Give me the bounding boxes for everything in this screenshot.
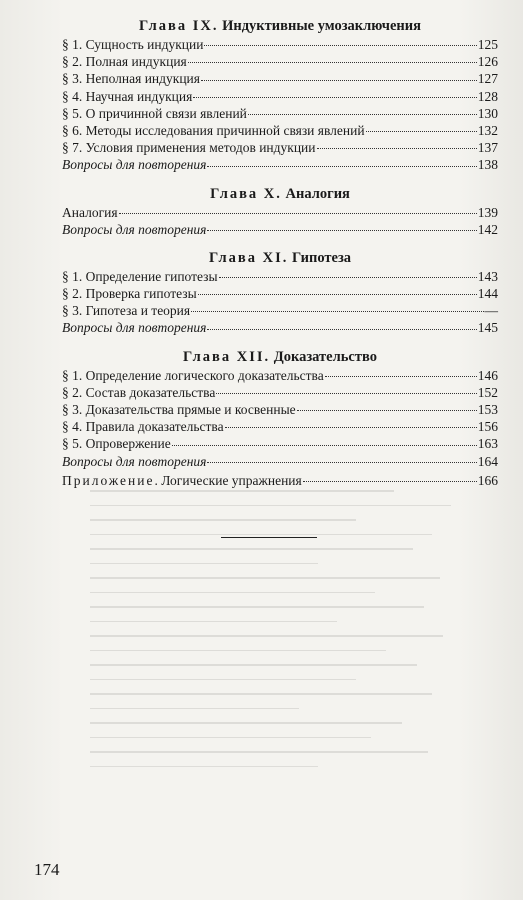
toc-entry-label: § 4. Правила доказательства: [62, 419, 224, 435]
dot-leader: [216, 392, 476, 394]
chapter-block: [62, 184, 498, 238]
toc-entry[interactable]: [62, 36, 498, 53]
chapter-number: Глава XII.: [183, 348, 271, 365]
toc-entry-label: § 7. Условия применения методов индукции: [62, 140, 316, 156]
toc-entry-page: 139: [477, 204, 498, 220]
page-number: 174: [34, 860, 60, 879]
chapter-heading: [62, 184, 498, 204]
toc-entry-label: Вопросы для повторения: [62, 221, 207, 237]
toc-entry[interactable]: [62, 53, 498, 70]
toc-entry-page: 163: [477, 436, 498, 452]
toc-entry-label: [62, 472, 302, 489]
dot-leader: [207, 229, 476, 231]
chapter-title: Гипотеза: [291, 249, 352, 266]
dot-leader: [207, 165, 476, 167]
toc-entry[interactable]: [62, 88, 498, 105]
section-divider-rule: [221, 537, 317, 538]
dot-leader: [207, 461, 476, 463]
show-through-bleed: [90, 490, 470, 830]
toc-entry-label: § 5. Опровержение: [62, 436, 171, 452]
toc-entry[interactable]: [62, 367, 498, 384]
chapter-block: [62, 347, 498, 470]
toc-entry-page: 126: [477, 54, 498, 70]
toc-entry-page: 125: [477, 37, 498, 52]
chapter-number: Глава X.: [210, 185, 282, 202]
toc-entry-label: Вопросы для повторения: [62, 157, 207, 173]
chapter-block: [62, 16, 498, 174]
toc-entry-label: § 1. Определение гипотезы: [62, 268, 218, 284]
chapter-title: Индуктивные умозаключения: [222, 18, 421, 34]
toc-entry[interactable]: [62, 435, 498, 452]
chapter-title: Аналогия: [285, 185, 350, 202]
dot-leader: [172, 444, 477, 446]
toc-entry-review-questions[interactable]: [62, 221, 498, 238]
dot-leader: [188, 61, 477, 63]
dot-leader: [225, 426, 477, 428]
toc-entry-page: 145: [477, 320, 498, 336]
toc-entry-label: § 4. Научная индукция: [62, 88, 193, 104]
dot-leader: [248, 113, 477, 115]
chapter-block: [62, 248, 498, 337]
dot-leader: [201, 79, 477, 81]
dot-leader: [193, 96, 476, 98]
appendix-word: Приложение: [62, 472, 155, 488]
toc-entry[interactable]: [62, 302, 498, 319]
toc-entry-label: § 2. Состав доказательства: [62, 384, 216, 400]
toc-entry-label: Вопросы для повторения: [62, 453, 207, 469]
dot-leader: [297, 409, 477, 411]
toc-entry-label: § 2. Полная индукция: [62, 54, 187, 70]
toc-entry-label: § 3. Гипотеза и теория: [62, 303, 191, 319]
toc-entry-label: § 6. Методы исследования причинной связи явлений: [62, 122, 365, 138]
toc-entry-review-questions[interactable]: [62, 319, 498, 336]
dot-leader: [303, 480, 477, 482]
dot-leader: [204, 44, 476, 46]
toc-entry-page: 127: [477, 71, 498, 87]
appendix-title: . Логические упражнения: [154, 472, 302, 488]
dot-leader: [325, 375, 477, 377]
table-of-contents: [62, 16, 498, 489]
toc-entry[interactable]: [62, 268, 498, 285]
dot-leader: [119, 212, 477, 214]
toc-entry[interactable]: [62, 384, 498, 401]
spacer: [62, 174, 498, 184]
toc-entry-page: 164: [477, 453, 498, 469]
toc-entry-page: 153: [477, 402, 498, 417]
toc-entry[interactable]: [62, 204, 498, 221]
toc-entry-review-questions[interactable]: [62, 156, 498, 173]
dot-leader: [317, 147, 477, 149]
toc-entry-page: 130: [477, 105, 498, 121]
chapter-title: Доказательство: [273, 348, 377, 365]
toc-entry-label: § 1. Сущность индукции: [62, 37, 204, 52]
chapter-number: Глава IX.: [139, 18, 219, 34]
spacer: [62, 337, 498, 347]
toc-entry-page: 138: [477, 157, 498, 173]
dot-leader: [191, 310, 483, 312]
chapter-heading: [62, 16, 498, 36]
toc-entry-label: § 3. Неполная индукция: [62, 71, 200, 87]
toc-entry[interactable]: [62, 418, 498, 435]
toc-entry-label: § 5. О причинной связи явлений: [62, 105, 247, 121]
toc-entry-label: § 3. Доказательства прямые и косвенные: [62, 402, 296, 417]
toc-entry[interactable]: [62, 70, 498, 87]
toc-entry-page: 137: [477, 140, 498, 156]
toc-entry-page: 142: [477, 221, 498, 237]
toc-entry-label: § 1. Определение логического доказательства: [62, 367, 324, 383]
toc-entry[interactable]: [62, 122, 498, 139]
toc-entry-page: 152: [477, 384, 498, 400]
dot-leader: [366, 130, 477, 132]
chapter-heading: [62, 347, 498, 367]
toc-entry-page: 144: [477, 286, 498, 302]
dot-leader: [198, 293, 477, 295]
toc-entry[interactable]: [62, 401, 498, 418]
toc-entry-page: 132: [477, 122, 498, 138]
chapter-heading: [62, 248, 498, 268]
spacer: [62, 238, 498, 248]
toc-entry-appendix[interactable]: [62, 472, 498, 489]
toc-entry[interactable]: [62, 285, 498, 302]
toc-entry[interactable]: [62, 139, 498, 156]
toc-entry-page: —: [484, 303, 498, 319]
toc-entry-page: 156: [477, 419, 498, 435]
toc-entry-page: 166: [477, 472, 498, 488]
toc-entry-review-questions[interactable]: [62, 453, 498, 470]
dot-leader: [219, 276, 477, 278]
toc-entry-label: Аналогия: [62, 204, 118, 220]
toc-entry[interactable]: [62, 105, 498, 122]
toc-entry-page: 143: [477, 268, 498, 284]
chapter-number: Глава XI.: [208, 249, 289, 266]
toc-entry-page: 146: [477, 367, 498, 383]
toc-entry-page: 128: [477, 88, 498, 104]
dot-leader: [207, 328, 476, 330]
toc-entry-label: § 2. Проверка гипотезы: [62, 286, 197, 302]
toc-entry-label: Вопросы для повторения: [62, 320, 207, 336]
